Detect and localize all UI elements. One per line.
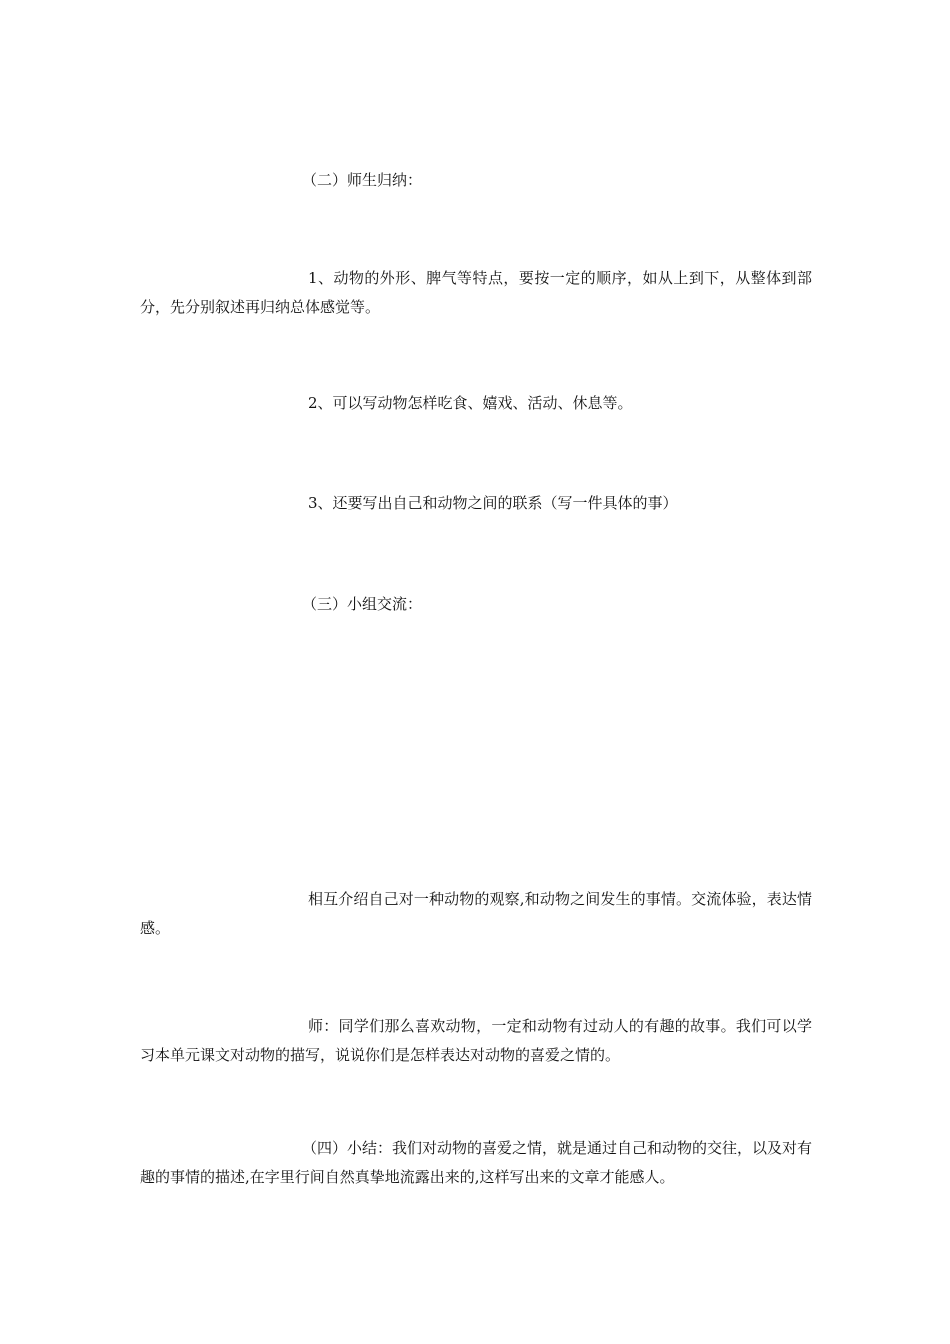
body-paragraph-exchange: 相互介绍自己对一种动物的观察,和动物之间发生的事情。交流体验，表达情感。 [140,890,812,937]
section-heading-summary: （二）师生归纳： [302,171,423,189]
section-heading-conclusion: （四）小结：我们对动物的喜爱之情，就是通过自己和动物的交往，以及对有趣的事情的描述,在字里行间自然真挚地流露出来的,这样写出来的文章才能感人。 [140,1139,813,1186]
body-paragraph-teacher: 师：同学们那么喜欢动物，一定和动物有过动人的有趣的故事。我们可以学习本单元课文对动物的描写，说说你们是怎样表达对动物的喜爱之情的。 [140,1017,812,1064]
list-item-1: 1、动物的外形、脾气等特点，要按一定的顺序，如从上到下，从整体到部分，先分别叙述再归纳总体感觉等。 [140,269,812,316]
list-item-3: 3、还要写出自己和动物之间的联系（写一件具体的事） [308,494,678,512]
section-heading-group-discussion: （三）小组交流： [302,595,423,613]
list-item-2: 2、可以写动物怎样吃食、嬉戏、活动、休息等。 [308,394,633,412]
